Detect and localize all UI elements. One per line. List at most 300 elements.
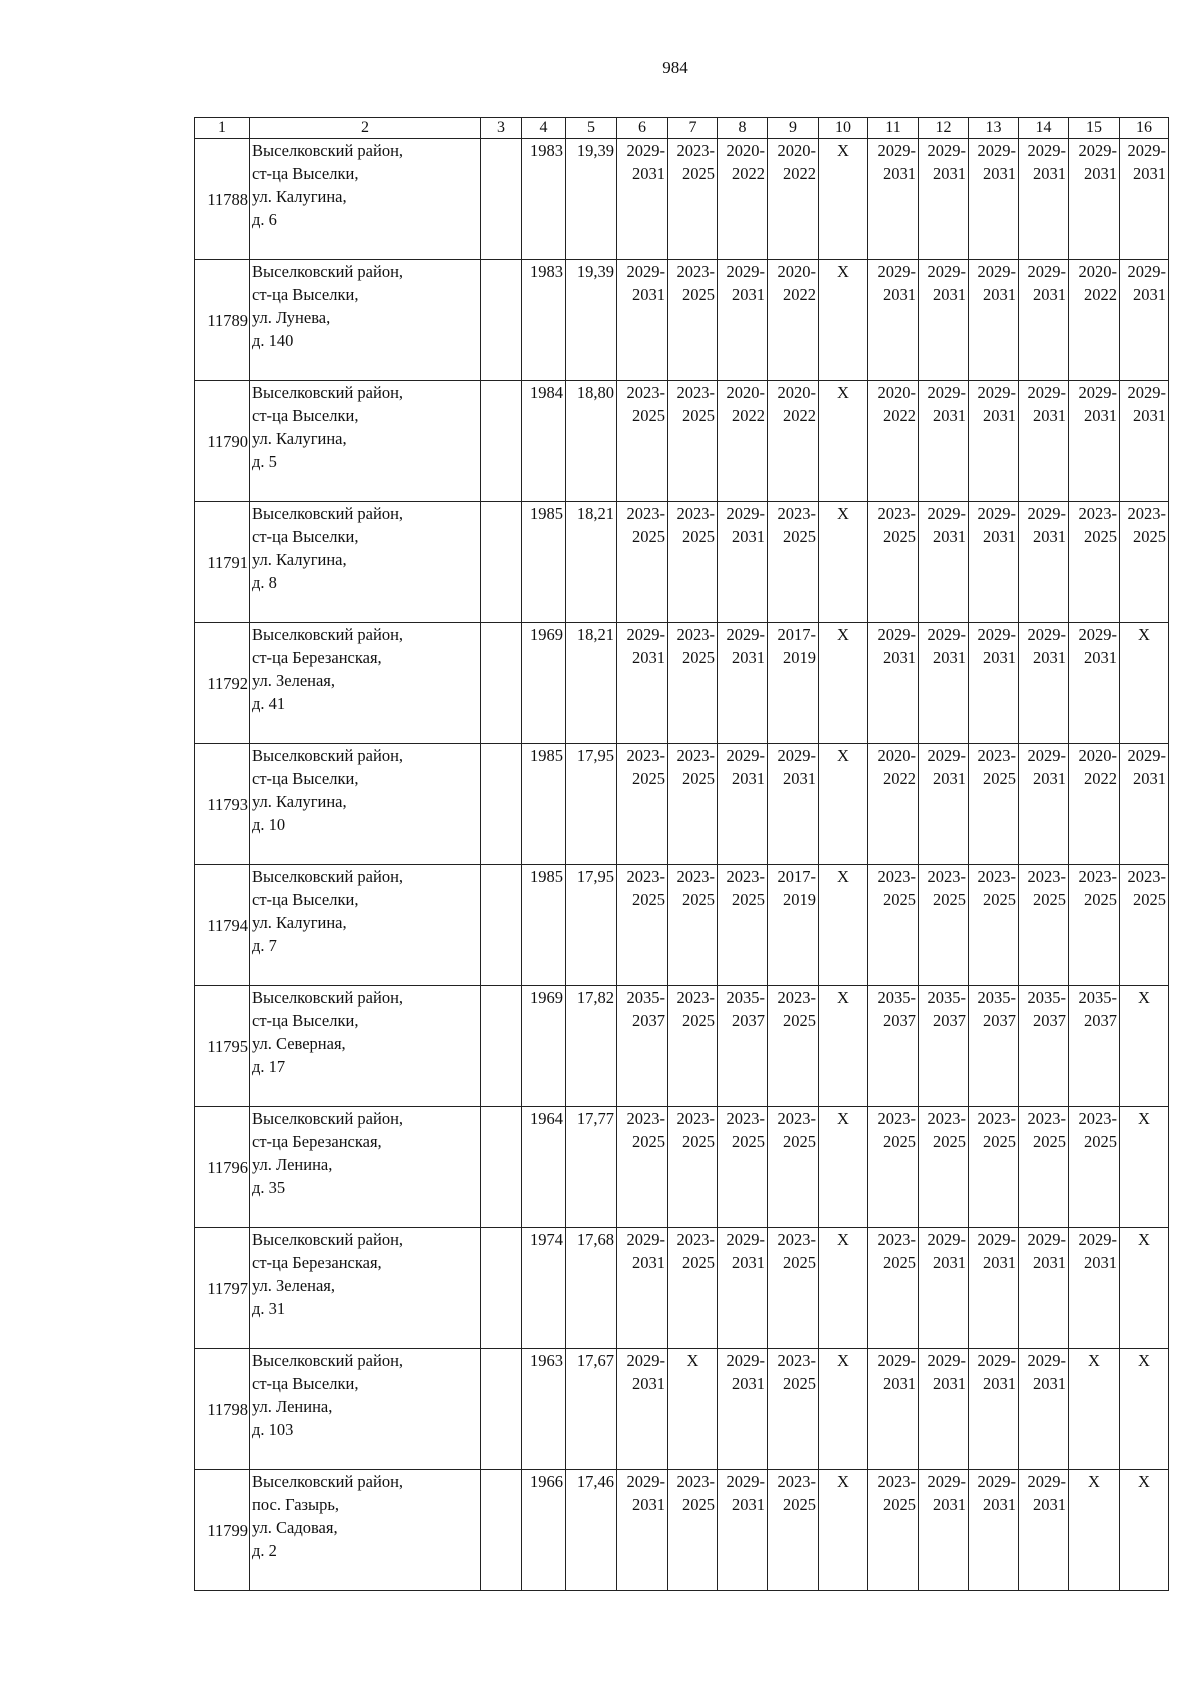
period-cell [1069, 1228, 1120, 1349]
period-cell [1069, 381, 1120, 502]
column-number: 3 [481, 118, 522, 139]
period-start: 2029- [726, 262, 765, 281]
period-cell [1019, 986, 1069, 1107]
column-number: 1 [195, 118, 250, 139]
period-start: 2023- [1078, 867, 1117, 886]
period-end: 2025 [1084, 1132, 1117, 1151]
year-cell: 1969 [522, 986, 566, 1107]
address-line: Выселковский район, [252, 383, 404, 402]
period-start: 2029- [626, 141, 665, 160]
period-start: 2035- [977, 988, 1016, 1007]
not-applicable-cell: Х [819, 1228, 868, 1349]
address-line: Выселковский район, [252, 867, 404, 886]
period-end: 2025 [883, 890, 916, 909]
table-row [195, 1470, 1169, 1591]
period-end: 2025 [783, 1132, 816, 1151]
period-end: 2031 [933, 1374, 966, 1393]
period-cell [718, 1228, 768, 1349]
period-start: 2029- [927, 141, 966, 160]
period-cell [1069, 1107, 1120, 1228]
not-applicable-cell: Х [819, 623, 868, 744]
col3-cell [481, 865, 522, 986]
period-start: 2029- [726, 1472, 765, 1491]
period-end: 2025 [983, 769, 1016, 788]
address-cell [250, 260, 481, 381]
period-cell [617, 381, 668, 502]
period-start: 2023- [626, 746, 665, 765]
registry-body [195, 118, 1169, 1591]
period-cell [868, 139, 919, 260]
period-start: 2029- [1078, 1230, 1117, 1249]
period-end: 2031 [632, 285, 665, 304]
column-number: 7 [668, 118, 718, 139]
row-id: 11796 [195, 1107, 250, 1228]
address-line: д. 35 [252, 1178, 286, 1197]
period-start: 2029- [726, 746, 765, 765]
period-cell [668, 623, 718, 744]
address-line: ул. Калугина, [252, 429, 347, 448]
period-start: 2020- [777, 383, 816, 402]
period-end: 2031 [933, 769, 966, 788]
period-end: 2037 [983, 1011, 1016, 1030]
period-start: 2029- [626, 625, 665, 644]
address-line: ст-ца Выселки, [252, 1011, 359, 1030]
period-start: 2029- [777, 746, 816, 765]
period-end: 2031 [732, 1253, 765, 1272]
period-cell [617, 1349, 668, 1470]
period-cell [969, 1228, 1019, 1349]
period-end: 2031 [1033, 527, 1066, 546]
address-line: Выселковский район, [252, 1230, 404, 1249]
address-line: д. 10 [252, 815, 286, 834]
address-line: ст-ца Березанская, [252, 1253, 382, 1272]
period-start: 2029- [1127, 141, 1166, 160]
period-cell [1019, 865, 1069, 986]
period-start: 2023- [777, 1351, 816, 1370]
column-number: 4 [522, 118, 566, 139]
period-cell [1120, 502, 1169, 623]
period-end: 2025 [1133, 527, 1166, 546]
period-cell [768, 139, 819, 260]
period-cell [718, 139, 768, 260]
period-start: 2023- [1078, 504, 1117, 523]
period-cell [919, 381, 969, 502]
period-end: 2025 [783, 1011, 816, 1030]
row-id: 11793 [195, 744, 250, 865]
period-start: 2023- [676, 1230, 715, 1249]
period-end: 2025 [732, 1132, 765, 1151]
period-start: 2023- [676, 262, 715, 281]
period-end: 2022 [732, 164, 765, 183]
period-end: 2025 [682, 406, 715, 425]
year-cell: 1963 [522, 1349, 566, 1470]
column-number: 11 [868, 118, 919, 139]
period-cell [668, 1470, 718, 1591]
column-number: 5 [566, 118, 617, 139]
period-start: 2020- [777, 262, 816, 281]
period-end: 2031 [1033, 1253, 1066, 1272]
period-start: 2023- [726, 1109, 765, 1128]
period-start: 2029- [977, 262, 1016, 281]
period-start: 2029- [1027, 504, 1066, 523]
value-cell: 17,77 [566, 1107, 617, 1228]
period-cell [718, 1349, 768, 1470]
value-cell: 17,82 [566, 986, 617, 1107]
value-cell: 17,95 [566, 744, 617, 865]
row-id: 11799 [195, 1470, 250, 1591]
period-cell [969, 1349, 1019, 1470]
period-cell [969, 139, 1019, 260]
column-number: 6 [617, 118, 668, 139]
address-line: д. 41 [252, 694, 286, 713]
table-row [195, 744, 1169, 865]
period-cell [718, 260, 768, 381]
period-end: 2037 [1033, 1011, 1066, 1030]
period-start: 2035- [1027, 988, 1066, 1007]
period-end: 2037 [933, 1011, 966, 1030]
period-end: 2025 [682, 1132, 715, 1151]
period-cell [868, 1107, 919, 1228]
period-end: 2025 [682, 648, 715, 667]
value-cell: 17,68 [566, 1228, 617, 1349]
period-start: 2029- [977, 1472, 1016, 1491]
column-number: 16 [1120, 118, 1169, 139]
period-cell [919, 502, 969, 623]
period-cell [868, 1228, 919, 1349]
period-end: 2031 [933, 527, 966, 546]
period-end: 2022 [1084, 769, 1117, 788]
period-cell [768, 1107, 819, 1228]
not-applicable-cell: Х [819, 744, 868, 865]
period-end: 2031 [883, 1374, 916, 1393]
period-end: 2025 [1033, 890, 1066, 909]
period-start: 2029- [877, 1351, 916, 1370]
period-end: 2022 [783, 164, 816, 183]
period-start: 2029- [927, 1472, 966, 1491]
column-number: 12 [919, 118, 969, 139]
period-end: 2025 [632, 769, 665, 788]
period-start: 2035- [1078, 988, 1117, 1007]
period-cell [919, 865, 969, 986]
period-cell [768, 1228, 819, 1349]
address-line: ст-ца Березанская, [252, 1132, 382, 1151]
page-number: 984 [662, 58, 688, 77]
period-start: 2023- [777, 988, 816, 1007]
period-end: 2031 [883, 648, 916, 667]
not-applicable-cell: Х [1120, 1349, 1169, 1470]
period-cell [768, 986, 819, 1107]
period-end: 2031 [983, 648, 1016, 667]
address-line: д. 140 [252, 331, 294, 350]
address-line: д. 17 [252, 1057, 286, 1076]
address-line: Выселковский район, [252, 988, 404, 1007]
address-line: ул. Зеленая, [252, 671, 336, 690]
column-number: 10 [819, 118, 868, 139]
period-cell [969, 623, 1019, 744]
address-line: ст-ца Выселки, [252, 1374, 359, 1393]
period-cell [768, 502, 819, 623]
period-start: 2035- [877, 988, 916, 1007]
year-cell: 1984 [522, 381, 566, 502]
period-start: 2020- [1078, 746, 1117, 765]
period-cell [1019, 1107, 1069, 1228]
period-end: 2031 [983, 164, 1016, 183]
period-cell [718, 1107, 768, 1228]
address-line: Выселковский район, [252, 141, 404, 160]
period-start: 2035- [927, 988, 966, 1007]
period-cell [718, 1470, 768, 1591]
period-end: 2025 [632, 1132, 665, 1151]
address-line: д. 6 [252, 210, 277, 229]
period-start: 2029- [1078, 141, 1117, 160]
period-end: 2031 [632, 1374, 665, 1393]
period-start: 2023- [977, 1109, 1016, 1128]
period-start: 2035- [726, 988, 765, 1007]
period-end: 2031 [632, 1495, 665, 1514]
period-start: 2023- [676, 625, 715, 644]
period-end: 2019 [783, 890, 816, 909]
period-cell [668, 1228, 718, 1349]
period-cell [1120, 139, 1169, 260]
col3-cell [481, 986, 522, 1107]
address-line: Выселковский район, [252, 1109, 404, 1128]
address-line: д. 5 [252, 452, 277, 471]
year-cell: 1966 [522, 1470, 566, 1591]
period-cell [768, 744, 819, 865]
period-cell [868, 986, 919, 1107]
period-start: 2029- [927, 262, 966, 281]
period-end: 2025 [682, 1495, 715, 1514]
table-row [195, 1228, 1169, 1349]
address-cell [250, 623, 481, 744]
row-id: 11792 [195, 623, 250, 744]
year-cell: 1983 [522, 139, 566, 260]
row-id: 11795 [195, 986, 250, 1107]
period-start: 2029- [877, 625, 916, 644]
period-end: 2025 [682, 164, 715, 183]
period-end: 2031 [933, 406, 966, 425]
address-line: д. 2 [252, 1541, 277, 1560]
column-number: 8 [718, 118, 768, 139]
period-end: 2031 [933, 648, 966, 667]
period-cell [969, 381, 1019, 502]
period-end: 2025 [933, 1132, 966, 1151]
period-start: 2035- [626, 988, 665, 1007]
period-start: 2023- [626, 867, 665, 886]
period-end: 2025 [732, 890, 765, 909]
address-line: ул. Ленина, [252, 1397, 333, 1416]
address-cell [250, 865, 481, 986]
not-applicable-cell: Х [1120, 1470, 1169, 1591]
period-start: 2020- [877, 746, 916, 765]
period-end: 2031 [1033, 1374, 1066, 1393]
col3-cell [481, 139, 522, 260]
period-start: 2023- [977, 746, 1016, 765]
period-end: 2022 [883, 406, 916, 425]
period-end: 2031 [1133, 406, 1166, 425]
period-start: 2023- [626, 1109, 665, 1128]
col3-cell [481, 1349, 522, 1470]
period-cell [969, 865, 1019, 986]
period-cell [768, 1470, 819, 1591]
address-line: ул. Лунева, [252, 308, 331, 327]
period-cell [617, 260, 668, 381]
period-end: 2025 [783, 527, 816, 546]
table-row [195, 1349, 1169, 1470]
not-applicable-cell: Х [668, 1349, 718, 1470]
address-cell [250, 1349, 481, 1470]
period-start: 2020- [1078, 262, 1117, 281]
period-end: 2025 [783, 1495, 816, 1514]
year-cell: 1983 [522, 260, 566, 381]
value-cell: 19,39 [566, 139, 617, 260]
period-start: 2029- [1027, 1472, 1066, 1491]
period-start: 2023- [977, 867, 1016, 886]
period-cell [919, 744, 969, 865]
period-end: 2031 [933, 285, 966, 304]
period-end: 2031 [933, 1495, 966, 1514]
address-line: ул. Садовая, [252, 1518, 338, 1537]
row-id: 11789 [195, 260, 250, 381]
period-cell [919, 1107, 969, 1228]
year-cell: 1969 [522, 623, 566, 744]
col3-cell [481, 623, 522, 744]
period-start: 2023- [877, 867, 916, 886]
address-line: д. 103 [252, 1420, 294, 1439]
address-line: ст-ца Выселки, [252, 890, 359, 909]
period-cell [768, 865, 819, 986]
period-start: 2029- [726, 504, 765, 523]
address-line: ст-ца Березанская, [252, 648, 382, 667]
address-line: ст-ца Выселки, [252, 285, 359, 304]
period-cell [668, 1107, 718, 1228]
period-end: 2022 [732, 406, 765, 425]
period-end: 2031 [983, 1495, 1016, 1514]
period-start: 2029- [726, 1351, 765, 1370]
period-cell [919, 1349, 969, 1470]
period-end: 2019 [783, 648, 816, 667]
column-number: 9 [768, 118, 819, 139]
not-applicable-cell: Х [1120, 1228, 1169, 1349]
period-start: 2029- [977, 141, 1016, 160]
row-id: 11788 [195, 139, 250, 260]
period-cell [868, 865, 919, 986]
period-end: 2031 [883, 164, 916, 183]
period-start: 2023- [676, 746, 715, 765]
address-line: д. 7 [252, 936, 277, 955]
period-start: 2020- [726, 383, 765, 402]
address-line: Выселковский район, [252, 746, 404, 765]
period-cell [919, 139, 969, 260]
value-cell: 17,46 [566, 1470, 617, 1591]
period-end: 2031 [983, 1374, 1016, 1393]
period-end: 2025 [682, 1253, 715, 1272]
table-row [195, 260, 1169, 381]
period-end: 2025 [933, 890, 966, 909]
address-line: Выселковский район, [252, 262, 404, 281]
period-cell [1019, 381, 1069, 502]
not-applicable-cell: Х [819, 139, 868, 260]
period-cell [1069, 623, 1120, 744]
not-applicable-cell: Х [1120, 1107, 1169, 1228]
period-end: 2025 [1084, 890, 1117, 909]
period-start: 2023- [927, 1109, 966, 1128]
not-applicable-cell: Х [819, 986, 868, 1107]
address-line: Выселковский район, [252, 504, 404, 523]
year-cell: 1974 [522, 1228, 566, 1349]
period-cell [1019, 744, 1069, 865]
period-start: 2020- [726, 141, 765, 160]
row-id: 11794 [195, 865, 250, 986]
address-cell [250, 381, 481, 502]
period-start: 2023- [676, 867, 715, 886]
period-start: 2017- [777, 625, 816, 644]
period-end: 2025 [682, 285, 715, 304]
address-cell [250, 1107, 481, 1228]
period-start: 2029- [626, 1230, 665, 1249]
address-line: пос. Газырь, [252, 1495, 340, 1514]
period-start: 2029- [726, 1230, 765, 1249]
period-start: 2029- [877, 262, 916, 281]
address-cell [250, 744, 481, 865]
not-applicable-cell: Х [1069, 1470, 1120, 1591]
table-row [195, 986, 1169, 1107]
period-cell [617, 139, 668, 260]
address-line: ул. Калугина, [252, 913, 347, 932]
period-end: 2031 [1084, 164, 1117, 183]
period-end: 2031 [1084, 406, 1117, 425]
period-cell [919, 1470, 969, 1591]
period-end: 2031 [1033, 164, 1066, 183]
address-line: Выселковский район, [252, 1351, 404, 1370]
period-start: 2029- [1027, 262, 1066, 281]
period-start: 2029- [1127, 383, 1166, 402]
col3-cell [481, 502, 522, 623]
address-line: ул. Калугина, [252, 550, 347, 569]
period-cell [868, 502, 919, 623]
period-start: 2023- [726, 867, 765, 886]
period-end: 2031 [783, 769, 816, 788]
period-cell [868, 381, 919, 502]
period-cell [1019, 1470, 1069, 1591]
address-line: ул. Калугина, [252, 792, 347, 811]
period-start: 2029- [1078, 625, 1117, 644]
value-cell: 17,95 [566, 865, 617, 986]
not-applicable-cell: Х [819, 1349, 868, 1470]
col3-cell [481, 1470, 522, 1591]
table-row [195, 381, 1169, 502]
period-start: 2029- [1127, 746, 1166, 765]
period-end: 2025 [682, 769, 715, 788]
period-cell [718, 381, 768, 502]
period-start: 2029- [1078, 383, 1117, 402]
period-start: 2023- [877, 504, 916, 523]
year-cell: 1985 [522, 502, 566, 623]
period-end: 2031 [1084, 1253, 1117, 1272]
period-start: 2029- [626, 262, 665, 281]
period-end: 2025 [883, 1132, 916, 1151]
period-start: 2029- [977, 1230, 1016, 1249]
period-cell [617, 1107, 668, 1228]
period-start: 2023- [1127, 504, 1166, 523]
period-end: 2031 [983, 1253, 1016, 1272]
period-end: 2031 [732, 1374, 765, 1393]
address-cell [250, 139, 481, 260]
period-start: 2029- [626, 1351, 665, 1370]
period-start: 2029- [977, 625, 1016, 644]
period-start: 2029- [1127, 262, 1166, 281]
period-cell [1120, 865, 1169, 986]
